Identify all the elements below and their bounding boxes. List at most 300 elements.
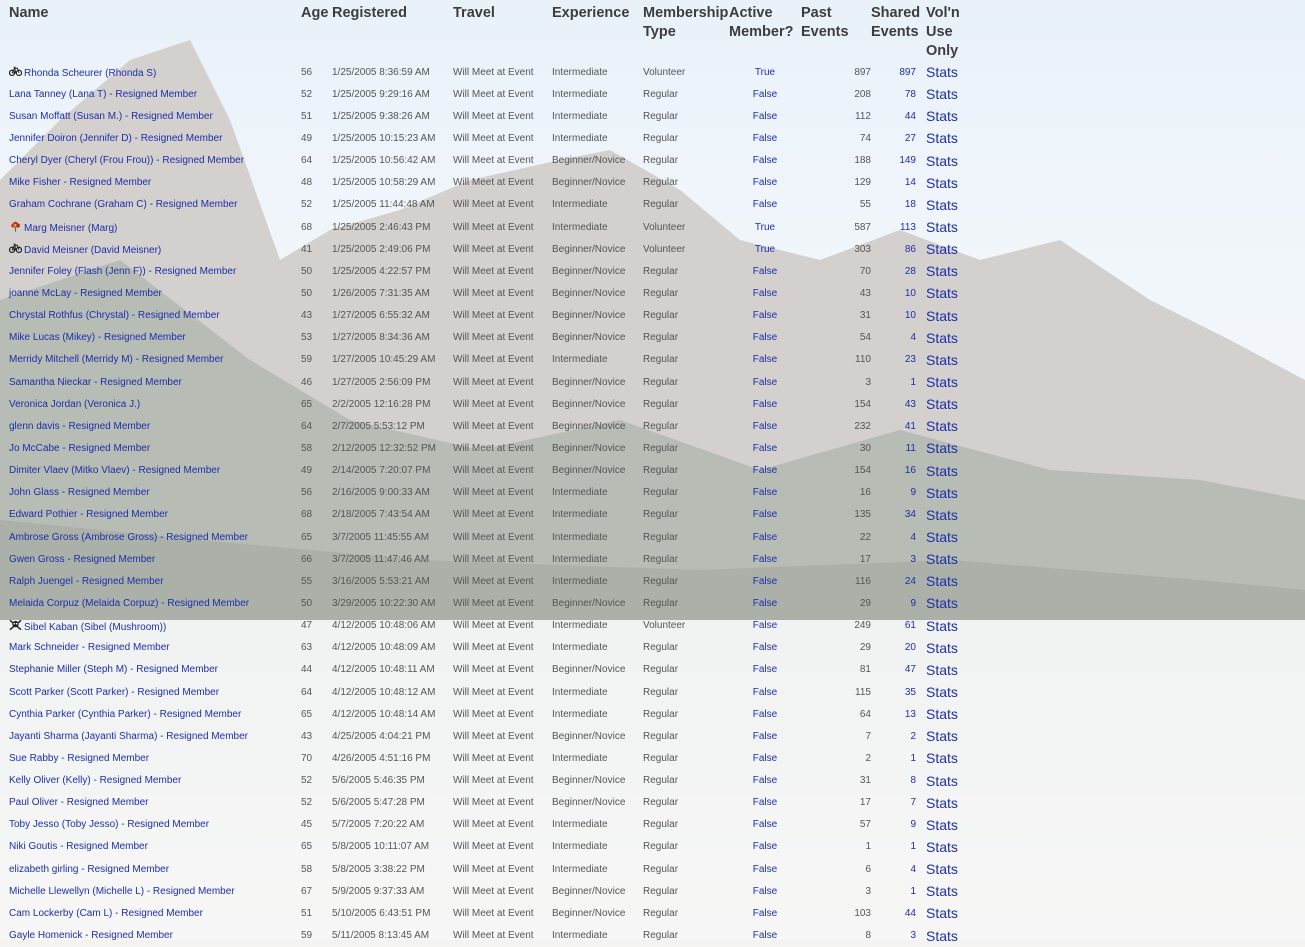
member-name-link[interactable]: Melaida Corpuz (Melaida Corpuz) - Resigned Member <box>9 597 250 609</box>
cell-shared-events: 43 <box>904 398 916 410</box>
stats-link[interactable]: Stats <box>926 196 958 213</box>
cell-age: 51 <box>301 907 313 919</box>
cell-age: 52 <box>301 797 313 809</box>
cell-travel: Will Meet at Event <box>453 265 534 277</box>
cell-shared-events: 2 <box>910 730 916 742</box>
member-name-link[interactable]: Gwen Gross - Resigned Member <box>9 553 156 565</box>
cell-experience: Intermediate <box>552 509 608 521</box>
header-active-member[interactable]: Active Member? <box>729 5 794 40</box>
cell-registered: 1/25/2005 10:58:29 AM <box>332 177 436 189</box>
cell-registered: 5/8/2005 3:38:22 PM <box>332 863 425 875</box>
member-name-link[interactable]: Graham Cochrane (Graham C) - Resigned Member <box>9 199 238 211</box>
cell-active-member: False <box>752 376 778 388</box>
cell-active-member: False <box>752 620 778 632</box>
member-name-link[interactable]: Toby Jesso (Toby Jesso) - Resigned Member <box>9 819 210 831</box>
cell-membership-type: Regular <box>643 531 679 543</box>
cell-experience: Beginner/Novice <box>552 465 626 477</box>
cell-stats <box>926 305 986 327</box>
cell-active-member: False <box>752 88 778 100</box>
stats-link[interactable]: Stats <box>926 772 958 789</box>
stats-link[interactable]: Stats <box>926 174 958 191</box>
stats-link[interactable]: Stats <box>926 883 958 900</box>
cell-active-member: False <box>752 664 778 676</box>
cell-stats <box>926 570 986 592</box>
cell-stats <box>926 592 986 614</box>
cell-stats <box>926 747 986 769</box>
cell-experience: Intermediate <box>552 199 608 211</box>
cell-age: 50 <box>301 597 313 609</box>
cell-age: 44 <box>301 664 313 676</box>
cell-shared-events: 14 <box>904 177 916 189</box>
cell-age: 59 <box>301 354 313 366</box>
cell-experience: Intermediate <box>552 686 608 698</box>
cell-name <box>0 570 301 592</box>
cell-shared-events: 9 <box>910 819 916 831</box>
cell-shared-events: 35 <box>904 686 916 698</box>
cell-experience: Beginner/Novice <box>552 243 626 255</box>
cell-active-member: False <box>752 642 778 654</box>
cell-travel: Will Meet at Event <box>453 597 534 609</box>
header-age[interactable]: Age <box>301 5 329 21</box>
cell-active-member: False <box>752 531 778 543</box>
member-name-link[interactable]: John Glass - Resigned Member <box>9 487 150 499</box>
cell-travel: Will Meet at Event <box>453 66 534 78</box>
stats-link[interactable]: Stats <box>926 241 958 258</box>
stats-link[interactable]: Stats <box>926 263 958 280</box>
member-name-link[interactable]: Jo McCabe - Resigned Member <box>9 442 151 454</box>
cell-past-events: 110 <box>855 354 871 366</box>
table-row <box>0 924 986 946</box>
table-row <box>0 415 986 437</box>
cell-stats <box>926 637 986 659</box>
cell-age: 49 <box>301 465 313 477</box>
cell-membership-type: Regular <box>643 465 679 477</box>
cell-travel: Will Meet at Event <box>453 487 534 499</box>
cell-active-member: False <box>752 420 778 432</box>
member-name-link[interactable]: Jayanti Sharma (Jayanti Sharma) - Resigned Member <box>9 730 248 742</box>
stats-link[interactable]: Stats <box>926 639 958 656</box>
cell-age: 41 <box>301 243 313 255</box>
cell-active-member: False <box>752 863 778 875</box>
cell-name <box>0 327 301 349</box>
table-row <box>0 105 986 127</box>
member-name-link[interactable]: Sibel Kaban (Sibel (Mushroom)) <box>24 621 167 633</box>
stats-link[interactable]: Stats <box>926 838 958 855</box>
cell-name <box>0 814 301 836</box>
cell-travel: Will Meet at Event <box>453 243 534 255</box>
table-header <box>0 0 986 61</box>
cell-stats <box>926 437 986 459</box>
cell-name <box>0 460 301 482</box>
cell-shared-events: 28 <box>904 265 916 277</box>
table-row <box>0 437 986 459</box>
member-name-link[interactable]: Niki Goutis - Resigned Member <box>9 841 148 853</box>
cell-shared-events: 4 <box>910 332 916 344</box>
cell-membership-type: Regular <box>643 841 679 853</box>
cell-registered: 1/25/2005 2:49:06 PM <box>332 243 431 255</box>
cell-past-events: 57 <box>859 819 871 831</box>
cell-active-member: False <box>752 199 778 211</box>
cell-name <box>0 681 301 703</box>
cell-age: 51 <box>301 110 313 122</box>
member-name-link[interactable]: Veronica Jordan (Veronica J.) <box>9 398 141 410</box>
cell-shared-events: 4 <box>910 531 916 543</box>
stats-link[interactable]: Stats <box>926 418 958 435</box>
header-registered[interactable]: Registered <box>332 5 407 21</box>
cell-membership-type: Regular <box>643 708 679 720</box>
cell-membership-type: Regular <box>643 775 679 787</box>
cell-membership-type: Regular <box>643 863 679 875</box>
cell-active-member: False <box>752 885 778 897</box>
cell-age: 68 <box>301 509 313 521</box>
cell-name <box>0 61 301 83</box>
member-name-link[interactable]: elizabeth girling - Resigned Member <box>9 863 170 875</box>
cell-past-events: 897 <box>854 66 871 78</box>
member-name-link[interactable]: Dimiter Vlaev (Mitko Vlaev) - Resigned Member <box>9 465 221 477</box>
cell-name <box>0 526 301 548</box>
stats-link[interactable]: Stats <box>926 728 958 745</box>
cell-registered: 1/27/2005 6:55:32 AM <box>332 310 430 322</box>
member-name-link[interactable]: Ralph Juengel - Resigned Member <box>9 575 164 587</box>
cell-stats <box>926 371 986 393</box>
member-name-link[interactable]: Scott Parker (Scott Parker) - Resigned Member <box>9 686 220 698</box>
member-name-link[interactable]: Cheryl Dyer (Cheryl (Frou Frou)) - Resigned Member <box>9 155 245 167</box>
stats-link[interactable]: Stats <box>926 661 958 678</box>
stats-link[interactable]: Stats <box>926 462 958 479</box>
cell-registered: 2/14/2005 7:20:07 PM <box>332 465 431 477</box>
cell-name <box>0 836 301 858</box>
cell-travel: Will Meet at Event <box>453 199 534 211</box>
cell-stats <box>926 681 986 703</box>
cell-travel: Will Meet at Event <box>453 177 534 189</box>
cell-active-member: True <box>754 66 776 78</box>
stats-link[interactable]: Stats <box>926 529 958 546</box>
table-row <box>0 659 986 681</box>
cell-stats <box>926 216 986 238</box>
cell-stats <box>926 924 986 946</box>
bicycle-icon <box>9 242 22 254</box>
cell-travel: Will Meet at Event <box>453 885 534 897</box>
cell-name <box>0 615 301 637</box>
cell-stats <box>926 415 986 437</box>
cell-shared-events: 7 <box>910 797 916 809</box>
stats-link[interactable]: Stats <box>926 440 958 457</box>
stats-link[interactable]: Stats <box>926 595 958 612</box>
cell-experience: Beginner/Novice <box>552 177 626 189</box>
stats-link[interactable]: Stats <box>926 351 958 368</box>
member-name-link[interactable]: Stephanie Miller (Steph M) - Resigned Member <box>9 664 218 676</box>
table-row <box>0 393 986 415</box>
table-row <box>0 814 986 836</box>
member-name-link[interactable]: glenn davis - Resigned Member <box>9 420 151 432</box>
member-name-link[interactable]: David Meisner (David Meisner) <box>24 245 162 257</box>
cell-shared-events: 44 <box>904 110 916 122</box>
stats-link[interactable]: Stats <box>926 905 958 922</box>
cell-experience: Beginner/Novice <box>552 376 626 388</box>
cell-age: 67 <box>301 885 313 897</box>
member-name-link[interactable]: Kelly Oliver (Kelly) - Resigned Member <box>9 775 182 787</box>
flower-icon <box>9 220 22 232</box>
cell-membership-type: Volunteer <box>643 243 686 255</box>
cell-registered: 5/10/2005 6:43:51 PM <box>332 907 431 919</box>
cell-past-events: 55 <box>859 199 871 211</box>
cell-travel: Will Meet at Event <box>453 708 534 720</box>
stats-link[interactable]: Stats <box>926 374 958 391</box>
cell-shared-events: 1 <box>910 841 916 853</box>
member-name-link[interactable]: Cam Lockerby (Cam L) - Resigned Member <box>9 907 203 919</box>
table-row <box>0 703 986 725</box>
cell-active-member: False <box>752 752 778 764</box>
cell-name <box>0 83 301 105</box>
cell-name <box>0 260 301 282</box>
table-row <box>0 83 986 105</box>
member-name-link[interactable]: Edward Pothier - Resigned Member <box>9 509 168 521</box>
table-row <box>0 548 986 570</box>
table-row <box>0 637 986 659</box>
stats-link[interactable]: Stats <box>926 551 958 568</box>
cell-registered: 4/25/2005 4:04:21 PM <box>332 730 431 742</box>
cell-registered: 2/12/2005 12:32:52 PM <box>332 442 436 454</box>
cell-name <box>0 548 301 570</box>
member-name-link[interactable]: Jennifer Doiron (Jennifer D) - Resigned Member <box>9 132 223 144</box>
member-name-link[interactable]: Samantha Nieckar - Resigned Member <box>9 376 182 388</box>
table-row <box>0 150 986 172</box>
cell-membership-type: Regular <box>643 177 679 189</box>
cell-past-events: 31 <box>859 775 871 787</box>
header-travel[interactable]: Travel <box>453 5 495 21</box>
cell-experience: Intermediate <box>552 708 608 720</box>
cell-stats <box>926 836 986 858</box>
cell-age: 55 <box>301 575 313 587</box>
cell-shared-events: 41 <box>904 420 916 432</box>
cell-active-member: False <box>752 465 778 477</box>
member-name-link[interactable]: Paul Oliver - Resigned Member <box>9 797 149 809</box>
member-name-link[interactable]: Mark Schneider - Resigned Member <box>9 642 170 654</box>
cell-registered: 1/25/2005 9:38:26 AM <box>332 110 430 122</box>
table-row <box>0 282 986 304</box>
cell-experience: Intermediate <box>552 132 608 144</box>
stats-link[interactable]: Stats <box>926 484 958 501</box>
cell-age: 49 <box>301 132 313 144</box>
cell-stats <box>926 194 986 216</box>
header-shared-events[interactable]: Shared Events <box>871 5 921 40</box>
cell-registered: 4/12/2005 10:48:11 AM <box>332 664 435 676</box>
stats-link[interactable]: Stats <box>926 329 958 346</box>
stats-link[interactable]: Stats <box>926 861 958 878</box>
cell-registered: 2/7/2005 5:53:12 PM <box>332 420 425 432</box>
cell-shared-events: 61 <box>904 620 916 632</box>
cell-experience: Intermediate <box>552 66 608 78</box>
stats-link[interactable]: Stats <box>926 307 958 324</box>
cell-registered: 2/18/2005 7:43:54 AM <box>332 509 430 521</box>
cell-age: 43 <box>301 310 313 322</box>
cell-shared-events: 47 <box>904 664 916 676</box>
cell-experience: Intermediate <box>552 642 608 654</box>
cell-membership-type: Regular <box>643 509 679 521</box>
cell-shared-events: 18 <box>904 199 916 211</box>
cell-past-events: 29 <box>859 642 871 654</box>
cell-active-member: False <box>752 730 778 742</box>
cell-age: 50 <box>301 265 313 277</box>
cell-age: 65 <box>301 841 313 853</box>
cell-past-events: 1 <box>865 841 871 853</box>
stats-link[interactable]: Stats <box>926 64 958 81</box>
table-row <box>0 858 986 880</box>
cell-past-events: 303 <box>854 243 871 255</box>
stats-link[interactable]: Stats <box>926 506 958 523</box>
cell-registered: 4/26/2005 4:51:16 PM <box>332 752 431 764</box>
cell-travel: Will Meet at Event <box>453 664 534 676</box>
cell-active-member: False <box>752 775 778 787</box>
cell-membership-type: Regular <box>643 797 679 809</box>
stats-link[interactable]: Stats <box>926 684 958 700</box>
table-row <box>0 792 986 814</box>
stats-link[interactable]: Stats <box>926 152 958 169</box>
cell-shared-events: 4 <box>910 863 916 875</box>
cell-past-events: 64 <box>859 708 871 720</box>
table-row <box>0 592 986 614</box>
cell-past-events: 17 <box>859 553 871 565</box>
stats-link[interactable]: Stats <box>926 617 958 634</box>
stats-link[interactable]: Stats <box>926 573 958 590</box>
cell-registered: 4/12/2005 10:48:14 AM <box>332 708 436 720</box>
cell-shared-events: 9 <box>910 597 916 609</box>
cell-registered: 4/12/2005 10:48:09 AM <box>332 642 436 654</box>
stats-link[interactable]: Stats <box>926 816 958 833</box>
member-name-link[interactable]: joanne McLay - Resigned Member <box>9 287 162 299</box>
cell-experience: Intermediate <box>552 930 608 942</box>
cell-stats <box>926 150 986 172</box>
cell-membership-type: Regular <box>643 354 679 366</box>
stats-link[interactable]: Stats <box>926 86 958 103</box>
stats-link[interactable]: Stats <box>926 706 958 723</box>
member-name-link[interactable]: Michelle Llewellyn (Michelle L) - Resigned Member <box>9 885 235 897</box>
cell-stats <box>926 327 986 349</box>
cell-name <box>0 592 301 614</box>
cell-shared-events: 27 <box>904 132 916 144</box>
cell-past-events: 154 <box>854 398 871 410</box>
cell-experience: Beginner/Novice <box>552 332 626 344</box>
cell-active-member: False <box>752 819 778 831</box>
member-name-link[interactable]: Marg Meisner (Marg) <box>24 223 118 235</box>
cell-age: 43 <box>301 730 313 742</box>
cell-past-events: 3 <box>865 885 871 897</box>
cell-past-events: 587 <box>854 221 871 233</box>
table-row <box>0 371 986 393</box>
header-experience[interactable]: Experience <box>552 5 630 21</box>
cell-past-events: 16 <box>859 487 871 499</box>
member-name-link[interactable]: Ambrose Gross (Ambrose Gross) - Resigned Member <box>9 531 248 543</box>
member-name-link[interactable]: Mike Lucas (Mikey) - Resigned Member <box>9 332 186 344</box>
cell-membership-type: Regular <box>643 686 679 698</box>
cell-membership-type: Regular <box>643 487 679 499</box>
stats-link[interactable]: Stats <box>926 794 958 811</box>
cell-shared-events: 11 <box>905 442 916 454</box>
cell-stats <box>926 615 986 637</box>
member-name-link[interactable]: Gayle Homenick - Resigned Member <box>9 930 173 942</box>
cell-age: 58 <box>301 863 313 875</box>
cell-age: 68 <box>301 221 313 233</box>
cell-registered: 1/25/2005 4:22:57 PM <box>332 265 431 277</box>
member-name-link[interactable]: Cynthia Parker (Cynthia Parker) - Resigned Member <box>9 708 242 720</box>
member-name-link[interactable]: Jennifer Foley (Flash (Jenn F)) - Resigned Member <box>9 265 237 277</box>
member-name-link[interactable]: Lana Tanney (Lana T) - Resigned Member <box>9 88 198 100</box>
cell-registered: 3/7/2005 11:47:46 AM <box>332 553 430 565</box>
stats-link[interactable]: Stats <box>926 219 958 236</box>
cell-age: 53 <box>301 332 313 344</box>
cell-experience: Intermediate <box>552 354 608 366</box>
cell-stats <box>926 725 986 747</box>
member-name-link[interactable]: Susan Moffatt (Susan M.) - Resigned Member <box>9 110 213 122</box>
cell-shared-events: 16 <box>904 465 916 477</box>
stats-link[interactable]: Stats <box>926 285 958 302</box>
cell-past-events: 129 <box>854 177 871 189</box>
stats-link[interactable]: Stats <box>926 130 958 147</box>
cell-stats <box>926 460 986 482</box>
cell-experience: Beginner/Novice <box>552 442 626 454</box>
cell-past-events: 43 <box>859 287 871 299</box>
cell-stats <box>926 238 986 260</box>
table-body <box>0 61 986 947</box>
cell-travel: Will Meet at Event <box>453 442 534 454</box>
cell-shared-events: 9 <box>910 487 916 499</box>
stats-link[interactable]: Stats <box>926 396 958 413</box>
table-row <box>0 902 986 924</box>
cell-active-member: False <box>752 110 778 122</box>
member-name-link[interactable]: Rhonda Scheurer (Rhonda S) <box>24 68 157 80</box>
member-name-link[interactable]: Sue Rabby - Resigned Member <box>9 752 150 764</box>
cell-active-member: False <box>752 132 778 144</box>
cell-active-member: False <box>752 155 778 167</box>
cell-stats <box>926 105 986 127</box>
header-past-events[interactable]: Past Events <box>801 5 849 40</box>
cell-name <box>0 437 301 459</box>
member-name-link[interactable]: Mike Fisher - Resigned Member <box>9 177 152 189</box>
stats-link[interactable]: Stats <box>926 108 958 125</box>
cell-experience: Beginner/Novice <box>552 265 626 277</box>
cell-membership-type: Regular <box>643 907 679 919</box>
cell-membership-type: Regular <box>643 155 679 167</box>
cell-shared-events: 8 <box>910 775 916 787</box>
table-row <box>0 327 986 349</box>
cell-registered: 3/16/2005 5:53:21 AM <box>332 575 430 587</box>
cell-experience: Beginner/Novice <box>552 664 626 676</box>
cell-registered: 1/25/2005 2:46:43 PM <box>332 221 431 233</box>
cell-past-events: 2 <box>865 752 871 764</box>
cell-past-events: 116 <box>855 575 871 587</box>
table-row <box>0 349 986 371</box>
header-membership-type[interactable]: Membership Type <box>643 5 729 40</box>
cell-name <box>0 902 301 924</box>
cell-shared-events: 34 <box>904 509 916 521</box>
member-name-link[interactable]: Chrystal Rothfus (Chrystal) - Resigned Member <box>9 310 220 322</box>
cell-active-member: False <box>752 575 778 587</box>
cell-membership-type: Regular <box>643 110 679 122</box>
stats-link[interactable]: Stats <box>926 750 958 767</box>
stats-link[interactable]: Stats <box>926 927 958 944</box>
cell-travel: Will Meet at Event <box>453 642 534 654</box>
table-row <box>0 681 986 703</box>
member-name-link[interactable]: Merridy Mitchell (Merridy M) - Resigned Member <box>9 354 224 366</box>
cell-experience: Intermediate <box>552 863 608 875</box>
header-name[interactable]: Name <box>9 5 49 21</box>
cell-membership-type: Regular <box>643 930 679 942</box>
cell-shared-events: 10 <box>904 287 916 299</box>
cell-past-events: 29 <box>859 597 871 609</box>
cell-travel: Will Meet at Event <box>453 420 534 432</box>
cell-active-member: False <box>752 907 778 919</box>
header-voln-use-only: Vol'n Use Only <box>926 5 960 59</box>
